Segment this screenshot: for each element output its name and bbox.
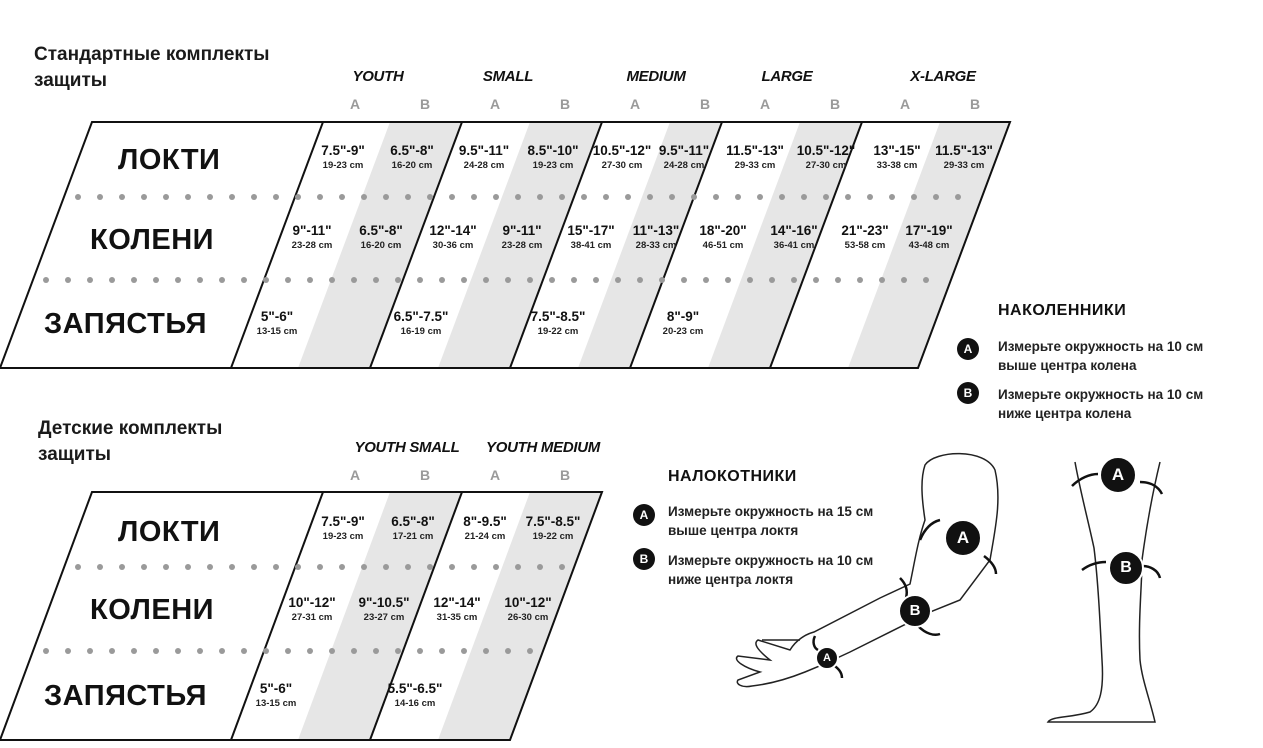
separator-dot [461,648,467,654]
size-inches: 7.5"-8.5" [525,514,581,529]
size-cm: 46-51 cm [702,240,744,251]
separator-dot [383,194,389,200]
size-inches: 9.5"-11" [658,143,710,158]
separator-dot [603,194,609,200]
kids-title-line1: Детские комплекты [38,418,223,439]
separator-dot [307,648,313,654]
separator-dot [163,564,169,570]
size-cm: 27-30 cm [601,160,643,171]
separator-dot [439,648,445,654]
separator-dot [923,277,929,283]
elbowpads-b-line2: ниже центра локтя [668,572,794,587]
separator-dot [537,564,543,570]
separator-dot [395,648,401,654]
ab-label-b: B [699,96,711,112]
separator-dot [637,277,643,283]
kids-row-label-wrists: ЗАПЯСТЬЯ [44,680,207,712]
separator-dot [593,277,599,283]
elbowpads-b-instruction [668,551,873,589]
size-inches: 9"-10.5" [358,595,410,610]
separator-dot [241,277,247,283]
separator-dot [461,277,467,283]
standard-title-line1: Стандартные комплекты [34,44,270,65]
size-cm: 33-38 cm [876,160,918,171]
separator-dot [889,194,895,200]
separator-dot [669,194,675,200]
ab-label-b: B [969,96,981,112]
separator-dot [405,564,411,570]
separator-dot [229,194,235,200]
separator-dot [427,194,433,200]
separator-dot [417,277,423,283]
size-cm: 38-41 cm [570,240,612,251]
separator-dot [263,648,269,654]
size-cm: 19-22 cm [537,326,579,337]
separator-dot [757,194,763,200]
size-inches: 11"-13" [632,223,680,238]
separator-dot [735,194,741,200]
separator-dot [713,194,719,200]
ab-label-a: A [349,96,361,112]
elbows-cell [914,142,1014,172]
separator-dot [835,277,841,283]
separator-dot [549,277,555,283]
size-inches: 21"-23" [841,223,889,238]
separator-dot [725,277,731,283]
kids-row-label-knees: КОЛЕНИ [90,594,215,626]
size-cm: 24-28 cm [663,160,705,171]
size-cm: 29-33 cm [943,160,985,171]
separator-dot [373,277,379,283]
separator-dot [483,277,489,283]
separator-dot [273,194,279,200]
size-cm: 27-30 cm [805,160,847,171]
size-inches: 13"-15" [873,143,921,158]
separator-dot [109,277,115,283]
elbowpads-a-line2: выше центра локтя [668,523,799,538]
separator-dot [285,277,291,283]
size-cm: 23-28 cm [501,240,543,251]
size-inches: 10.5"-12" [592,143,652,158]
size-inches: 5.5"-6.5" [387,681,443,696]
size-cm: 26-30 cm [507,612,549,623]
separator-dot [87,648,93,654]
kneepads-b-badge: B [957,382,979,404]
separator-dot [581,194,587,200]
separator-dot [527,277,533,283]
separator-dot [109,648,115,654]
separator-dot [383,564,389,570]
separator-dot [317,564,323,570]
separator-dot [251,194,257,200]
separator-dot [153,277,159,283]
size-cm: 23-28 cm [291,240,333,251]
separator-dot [43,277,49,283]
separator-dot [75,194,81,200]
size-cm: 31-35 cm [436,612,478,623]
size-inches: 10"-12" [504,595,552,610]
separator-dot [493,564,499,570]
size-inches: 11.5"-13" [726,143,784,158]
kids-title [38,416,222,468]
size-youth-medium: YOUTH MEDIUM [486,439,600,456]
separator-dot [207,564,213,570]
wrists-cell [226,680,326,710]
size-inches: 7.5"-8.5" [530,309,586,324]
separator-dot [483,648,489,654]
separator-dot [747,277,753,283]
separator-dot [527,648,533,654]
size-inches: 17"-19" [905,223,953,238]
separator-dot [339,194,345,200]
separator-dot [571,277,577,283]
separator-dot [395,277,401,283]
separator-dot [769,277,775,283]
size-inches: 14"-16" [770,223,818,238]
size-cm: 13-15 cm [256,326,298,337]
size-large: LARGE [761,68,813,85]
separator-dot [251,564,257,570]
size-inches: 6.5"-7.5" [393,309,449,324]
leg-badge-a: A [1099,456,1137,494]
size-cm: 30-36 cm [432,240,474,251]
separator-dot [901,277,907,283]
separator-dot [185,564,191,570]
separator-dot [405,194,411,200]
size-cm: 24-28 cm [463,160,505,171]
separator-dot [505,277,511,283]
separator-dot [329,277,335,283]
separator-dot [879,277,885,283]
ab-label-a: A [489,96,501,112]
size-inches: 6.5"-8" [390,143,434,158]
size-inches: 10.5"-12" [796,143,856,158]
separator-dot [263,277,269,283]
separator-dot [681,277,687,283]
size-inches: 5"-6" [259,681,293,696]
separator-dot [185,194,191,200]
separator-dot [163,194,169,200]
size-inches: 10"-12" [288,595,336,610]
size-inches: 6.5"-8" [391,514,435,529]
separator-dot [141,564,147,570]
ab-label-b: B [559,467,571,483]
size-inches: 15"-17" [567,223,615,238]
separator-dot [197,277,203,283]
arm-badge-b: B [898,594,932,628]
separator-dot [439,277,445,283]
separator-dot [219,648,225,654]
separator-dot [471,564,477,570]
separator-dot [285,648,291,654]
separator-dot [933,194,939,200]
separator-dot [823,194,829,200]
separator-dot [65,648,71,654]
size-cm: 20-23 cm [662,326,704,337]
size-cm: 13-15 cm [255,698,297,709]
separator-dot [131,277,137,283]
separator-dot [229,564,235,570]
separator-dot [559,564,565,570]
separator-dot [361,194,367,200]
size-inches: 8"-9.5" [463,514,507,529]
separator-dot [197,648,203,654]
separator-dot [779,194,785,200]
separator-dot [791,277,797,283]
size-cm: 27-31 cm [291,612,333,623]
standard-title [34,42,269,94]
separator-dot [295,564,301,570]
size-cm: 19-22 cm [532,531,574,542]
wrists-cell [371,308,471,338]
size-cm: 16-20 cm [360,240,402,251]
size-cm: 19-23 cm [532,160,574,171]
arm-badge-a-upper: A [944,519,982,557]
ab-label-a: A [899,96,911,112]
size-inches: 11.5"-13" [935,143,993,158]
size-inches: 6.5"-8" [359,223,403,238]
separator-dot [241,648,247,654]
kneepads-title: НАКОЛЕННИКИ [998,302,1127,319]
separator-dot [471,194,477,200]
separator-dot [295,194,301,200]
ab-label-a: A [759,96,771,112]
separator-dot [329,648,335,654]
separator-dot [97,194,103,200]
separator-dot [813,277,819,283]
separator-dot [505,648,511,654]
leg-badge-b: B [1108,550,1144,586]
size-inches: 9"-11" [502,223,542,238]
separator-dot [559,194,565,200]
separator-dot [373,648,379,654]
separator-dot [175,277,181,283]
ab-label-a: A [629,96,641,112]
arm-badge-a-wrist: A [815,646,839,670]
separator-dot [449,564,455,570]
elbows-cell [503,513,603,543]
separator-dot [659,277,665,283]
size-cm: 16-20 cm [391,160,433,171]
size-inches: 8.5"-10" [527,143,579,158]
size-cm: 36-41 cm [773,240,815,251]
row-label-elbows: ЛОКТИ [118,144,221,176]
separator-dot [515,194,521,200]
separator-dot [119,194,125,200]
ab-label-b: B [419,467,431,483]
separator-dot [273,564,279,570]
separator-dot [75,564,81,570]
separator-dot [153,648,159,654]
size-inches: 7.5"-9" [321,514,365,529]
separator-dot [351,277,357,283]
wrists-cell [633,308,733,338]
separator-dot [427,564,433,570]
separator-dot [801,194,807,200]
elbowpads-a-line1: Измерьте окружность на 15 см [668,504,874,519]
elbowpads-a-badge: A [633,504,655,526]
size-cm: 43-48 cm [908,240,950,251]
size-cm: 19-23 cm [322,531,364,542]
separator-dot [65,277,71,283]
ab-label-a: A [489,467,501,483]
wrists-cell [365,680,465,710]
separator-dot [361,564,367,570]
separator-dot [911,194,917,200]
size-cm: 53-58 cm [844,240,886,251]
kneepads-b-line1: Измерьте окружность на 10 см [998,387,1204,402]
separator-dot [87,277,93,283]
row-label-knees: КОЛЕНИ [90,224,215,256]
wrists-cell [227,308,327,338]
separator-dot [493,194,499,200]
size-youth: YOUTH [352,68,404,85]
separator-dot [141,194,147,200]
separator-dot [857,277,863,283]
size-inches: 9"-11" [292,223,332,238]
size-cm: 23-27 cm [363,612,405,623]
separator-dot [615,277,621,283]
size-inches: 7.5"-9" [321,143,365,158]
separator-dot [307,277,313,283]
separator-dot [647,194,653,200]
size-cm: 19-23 cm [322,160,364,171]
separator-dot [207,194,213,200]
separator-dot [97,564,103,570]
size-inches: 18"-20" [699,223,747,238]
elbowpads-b-badge: B [633,548,655,570]
size-xlarge: X-LARGE [910,68,976,85]
separator-dot [845,194,851,200]
ab-label-a: A [349,467,361,483]
size-inches: 9.5"-11" [458,143,510,158]
separator-dot [119,564,125,570]
separator-dot [537,194,543,200]
separator-dot [703,277,709,283]
kids-row-label-elbows: ЛОКТИ [118,516,221,548]
kneepads-b-line2: ниже центра колена [998,406,1132,421]
knees-cell [879,222,979,252]
separator-dot [317,194,323,200]
separator-dot [351,648,357,654]
size-medium: MEDIUM [626,68,686,85]
separator-dot [449,194,455,200]
ab-label-b: B [419,96,431,112]
size-cm: 16-19 cm [400,326,442,337]
separator-dot [625,194,631,200]
size-cm: 28-33 cm [635,240,677,251]
wrists-cell [508,308,608,338]
knees-cell [478,594,578,624]
leg-illustration [1048,462,1160,722]
size-cm: 21-24 cm [464,531,506,542]
kneepads-a-line1: Измерьте окружность на 10 см [998,339,1204,354]
separator-dot [417,648,423,654]
size-cm: 17-21 cm [392,531,434,542]
kids-title-line2: защиты [38,444,112,465]
size-inches: 5"-6" [260,309,294,324]
separator-dot [339,564,345,570]
kneepads-a-instruction [998,337,1203,375]
ab-label-b: B [829,96,841,112]
separator-dot [43,648,49,654]
separator-dot [219,277,225,283]
separator-dot [131,648,137,654]
row-label-wrists: ЗАПЯСТЬЯ [44,308,207,340]
separator-dot [175,648,181,654]
size-small: SMALL [482,68,534,85]
kneepads-a-line2: выше центра колена [998,358,1137,373]
size-youth-small: YOUTH SMALL [354,439,460,456]
elbowpads-b-line1: Измерьте окружность на 10 см [668,553,874,568]
size-cm: 29-33 cm [734,160,776,171]
separator-dot [691,194,697,200]
separator-dot [867,194,873,200]
separator-dot [515,564,521,570]
elbowpads-a-instruction [668,502,873,540]
size-cm: 14-16 cm [394,698,436,709]
kneepads-b-instruction [998,385,1203,423]
elbowpads-title: НАЛОКОТНИКИ [668,468,797,485]
size-inches: 12"-14" [433,595,481,610]
separator-dot [955,194,961,200]
kneepads-a-badge: A [957,338,979,360]
size-inches: 12"-14" [429,223,477,238]
size-inches: 8"-9" [666,309,700,324]
ab-label-b: B [559,96,571,112]
standard-title-line2: защиты [34,70,108,91]
